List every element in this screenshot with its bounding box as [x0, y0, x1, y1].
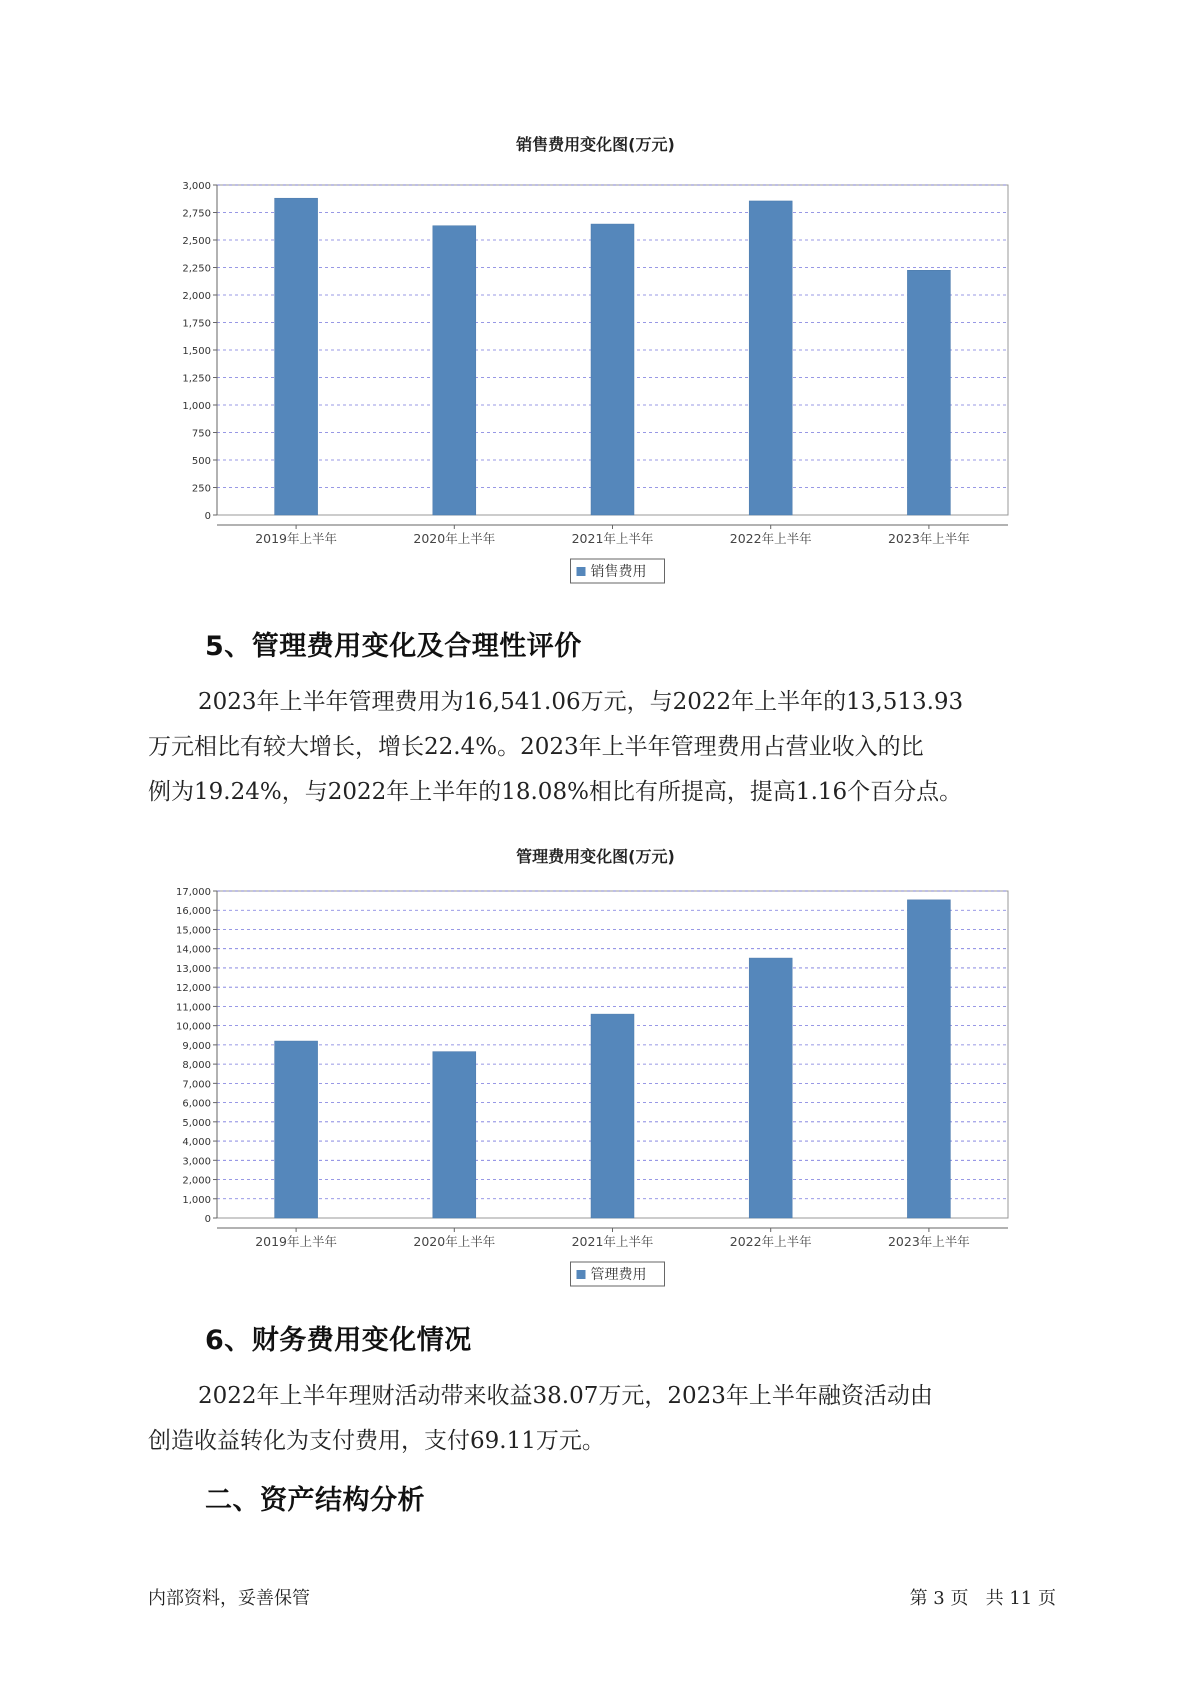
y-tick-label: 2,000 [182, 1175, 211, 1187]
y-tick-label: 750 [191, 428, 211, 440]
y-tick-label: 12,000 [176, 983, 211, 995]
x-tick-label: 2022年上半年 [729, 1234, 812, 1249]
y-tick-label: 14,000 [176, 944, 211, 956]
footer-confidential-note: 内部资料，妥善保管 [148, 1588, 310, 1609]
y-tick-label: 7,000 [182, 1079, 211, 1091]
y-tick-label: 17,000 [176, 887, 211, 898]
y-tick-label: 15,000 [176, 925, 211, 937]
section-6-line-1: 2022年上半年理财活动带来收益38.07万元，2023年上半年融资活动由 [198, 1383, 933, 1409]
sales-expense-chart-title: 销售费用变化图(万元) [516, 135, 675, 154]
section-5-paragraph [148, 680, 1078, 815]
y-tick-label: 250 [191, 483, 211, 495]
admin-expense-chart [0, 872, 1191, 1283]
y-tick-label: 0 [204, 511, 211, 522]
x-tick-label: 2021年上半年 [571, 531, 654, 546]
y-tick-label: 500 [191, 456, 211, 467]
x-tick-label: 2020年上半年 [413, 531, 496, 546]
y-tick-label: 0 [204, 1214, 211, 1225]
y-tick-label: 5,000 [182, 1117, 211, 1129]
bar [433, 1052, 476, 1218]
section-5-heading: 5、管理费用变化及合理性评价 [205, 631, 582, 662]
y-tick-label: 13,000 [176, 963, 211, 975]
y-tick-label: 2,000 [182, 291, 211, 302]
footer-page-number: 第 3 页 共 11 页 [909, 1588, 1056, 1609]
x-tick-label: 2021年上半年 [571, 1234, 654, 1249]
admin-expense-chart-title: 管理费用变化图(万元) [516, 847, 675, 866]
y-tick-label: 2,500 [182, 236, 211, 247]
section-two-heading: 二、资产结构分析 [205, 1485, 425, 1516]
x-tick-label: 2020年上半年 [413, 1234, 496, 1249]
y-tick-label: 4,000 [182, 1137, 211, 1149]
section-6-line-2: 创造收益转化为支付费用，支付69.11万元。 [148, 1428, 605, 1454]
y-tick-label: 1,500 [182, 346, 211, 357]
y-tick-label: 3,000 [182, 1156, 211, 1168]
bar [275, 1041, 318, 1218]
bar [433, 226, 476, 515]
bar [749, 201, 792, 515]
legend-label: 管理费用 [590, 1267, 647, 1283]
section-5-line-2: 万元相比有较大增长，增长22.4%。2023年上半年管理费用占营业收入的比 [148, 734, 924, 760]
y-tick-label: 2,750 [182, 208, 211, 220]
x-tick-label: 2023年上半年 [887, 1234, 970, 1249]
y-tick-label: 3,000 [182, 181, 211, 192]
bar [591, 224, 634, 515]
legend-swatch [577, 567, 586, 576]
section-6-paragraph [148, 1374, 1078, 1464]
x-tick-label: 2023年上半年 [887, 531, 970, 546]
bar [907, 270, 950, 515]
bar [907, 900, 950, 1218]
x-tick-label: 2022年上半年 [729, 531, 812, 546]
y-tick-label: 11,000 [176, 1002, 211, 1014]
bar [591, 1014, 634, 1218]
x-tick-label: 2019年上半年 [255, 1234, 338, 1249]
legend-swatch [577, 1270, 586, 1279]
y-tick-label: 1,250 [182, 373, 211, 385]
section-6-heading: 6、财务费用变化情况 [205, 1325, 472, 1356]
y-tick-label: 6,000 [182, 1098, 211, 1110]
bar [749, 958, 792, 1218]
y-tick-label: 9,000 [182, 1040, 211, 1052]
x-tick-label: 2019年上半年 [255, 531, 338, 546]
section-5-line-1: 2023年上半年管理费用为16,541.06万元，与2022年上半年的13,513.93 [198, 689, 964, 715]
y-tick-label: 1,000 [182, 1194, 211, 1206]
y-tick-label: 1,750 [182, 318, 211, 330]
bar [275, 198, 318, 515]
legend-label: 销售费用 [590, 564, 647, 580]
section-5-line-3: 例为19.24%，与2022年上半年的18.08%相比有所提高，提高1.16个百分点。 [148, 779, 963, 805]
y-tick-label: 10,000 [176, 1021, 211, 1033]
y-tick-label: 8,000 [182, 1060, 211, 1072]
y-tick-label: 2,250 [182, 263, 211, 275]
sales-expense-chart [0, 160, 1191, 580]
y-tick-label: 16,000 [176, 906, 211, 918]
y-tick-label: 1,000 [182, 401, 211, 412]
